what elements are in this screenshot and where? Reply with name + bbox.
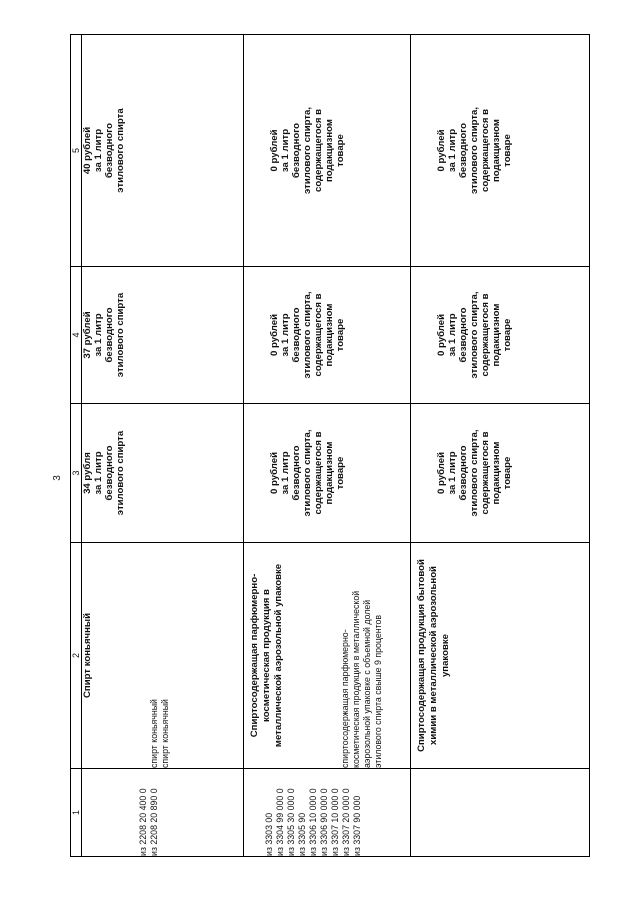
rate-line: за 1 литр [447,128,458,173]
rate-line: этилового спирта [115,430,126,516]
table-row [411,35,590,857]
rate-line: 0 рублей [269,314,280,356]
rate-cell [244,35,411,267]
rate-line: подакцизном [324,303,335,367]
rate-line: этилового спирта [115,108,126,193]
rate-line: подакцизном [491,441,502,505]
rate-line: подакцизном [324,441,335,505]
rate-line: этилового спирта, [302,106,313,195]
rate-line: товаре [335,456,346,490]
tnved-code: из 3307 90 000 [352,795,362,856]
rate-line: безводного [458,445,469,501]
rate-line: 37 рублей [82,311,93,359]
rate-line: 0 рублей [436,314,447,356]
tnved-code: из 3307 20 000 0 [341,788,351,856]
product-item: спирт коньячный [160,699,170,768]
rate-line: этилового спирта, [469,106,480,195]
rate-line: безводного [291,307,302,363]
tnved-code: из 3303 00 [264,812,274,856]
rate-line: этилового спирта [115,292,126,378]
tnved-code: из 3305 90 [297,812,307,856]
table-row [244,35,411,857]
column-header: 1 [71,769,82,857]
tnved-code: из 3307 10 000 0 [330,788,340,856]
rate-line: этилового спирта, [302,429,313,517]
rate-line: товаре [335,134,346,167]
rate-cell [244,267,411,404]
rate-line: содержащегося в [480,431,491,515]
rate-cell [82,404,244,543]
column-header: 2 [71,543,82,769]
page-number: 3 [52,475,63,481]
product-description-cell [411,543,590,769]
title-line: химии в металлической аэрозольной [428,566,439,745]
header-row [71,35,82,857]
rate-line: за 1 литр [447,313,458,357]
rotated-table-container [70,35,590,857]
rate-line: содержащегося в [480,109,491,193]
rate-line: безводного [104,307,115,363]
tnved-code: из 2208 20 890 0 [149,788,159,856]
rate-line: 0 рублей [269,452,280,494]
rate-line: за 1 литр [280,451,291,495]
rate-line: 40 рублей [82,126,93,175]
description-line: этилового спирта свыше 9 процентов [373,614,383,768]
column-header: 5 [71,35,82,267]
rate-line: безводного [458,123,469,179]
rate-line: 0 рублей [436,452,447,494]
tnved-code: из 3306 10 000 0 [308,788,318,856]
rate-line: 0 рублей [436,129,447,172]
rate-line: товаре [502,318,513,352]
product-item: спирт коньячный [149,699,159,768]
product-group-title [416,543,452,768]
rate-cell [411,404,590,543]
product-item-description [340,543,384,768]
rate-line: безводного [291,123,302,179]
rate-line: 0 рублей [269,129,280,172]
rate-line: содержащегося в [480,293,491,377]
tnved-codes-cell [82,769,244,857]
product-description-cell [82,543,244,769]
rate-line: подакцизном [491,303,502,367]
rate-line: товаре [502,456,513,490]
rate-line: за 1 литр [93,313,104,357]
rate-line: за 1 литр [93,128,104,173]
product-group-title: Спирт коньячный [82,613,93,698]
title-line: металлической аэрозольной упаковке [273,563,284,748]
tnved-codes-cell [244,769,411,857]
excise-rates-table [70,34,590,857]
rate-cell [244,404,411,543]
rate-cell [82,267,244,404]
description-line: косметическая продукция в металлической [351,590,361,768]
tnved-codes-cell [411,769,590,857]
title-line: Спиртосодержащая парфюмерно- [249,573,260,738]
rate-line: безводного [104,123,115,179]
rate-line: товаре [335,318,346,352]
rate-line: подакцизном [491,119,502,182]
title-line: косметическая продукция в [261,589,272,722]
rate-line: этилового спирта, [469,429,480,517]
product-description-cell [244,543,411,769]
tnved-code: из 2208 20 400 0 [138,788,148,856]
title-line: упаковке [440,633,451,678]
description-line: аэрозольной упаковке с объемной долей [362,599,372,768]
column-header: 3 [71,404,82,543]
rate-line: за 1 литр [93,451,104,495]
rate-line: за 1 литр [447,451,458,495]
rate-line: товаре [502,134,513,167]
tnved-code: из 3304 99 000 0 [275,788,285,856]
rate-line: 34 рубля [82,452,93,494]
rate-line: содержащегося в [313,109,324,193]
title-line: Спиртосодержащая продукция бытовой [416,559,427,752]
table-row [82,35,244,857]
rate-cell [411,267,590,404]
rate-line: этилового спирта, [302,291,313,379]
rate-line: безводного [104,445,115,501]
rate-line: содержащегося в [313,293,324,377]
rate-line: безводного [458,307,469,363]
rate-line: безводного [291,445,302,501]
column-header: 4 [71,267,82,404]
rate-line: за 1 литр [280,128,291,173]
description-line: спиртосодержащая парфюмерно- [340,629,350,768]
rate-line: содержащегося в [313,431,324,515]
rate-line: за 1 литр [280,313,291,357]
product-group-title [249,543,285,768]
rate-cell [411,35,590,267]
tnved-code: из 3306 90 000 0 [319,788,329,856]
tnved-code: из 3305 30 000 0 [286,788,296,856]
rate-line: подакцизном [324,119,335,182]
rate-line: этилового спирта, [469,291,480,379]
rate-cell [82,35,244,267]
